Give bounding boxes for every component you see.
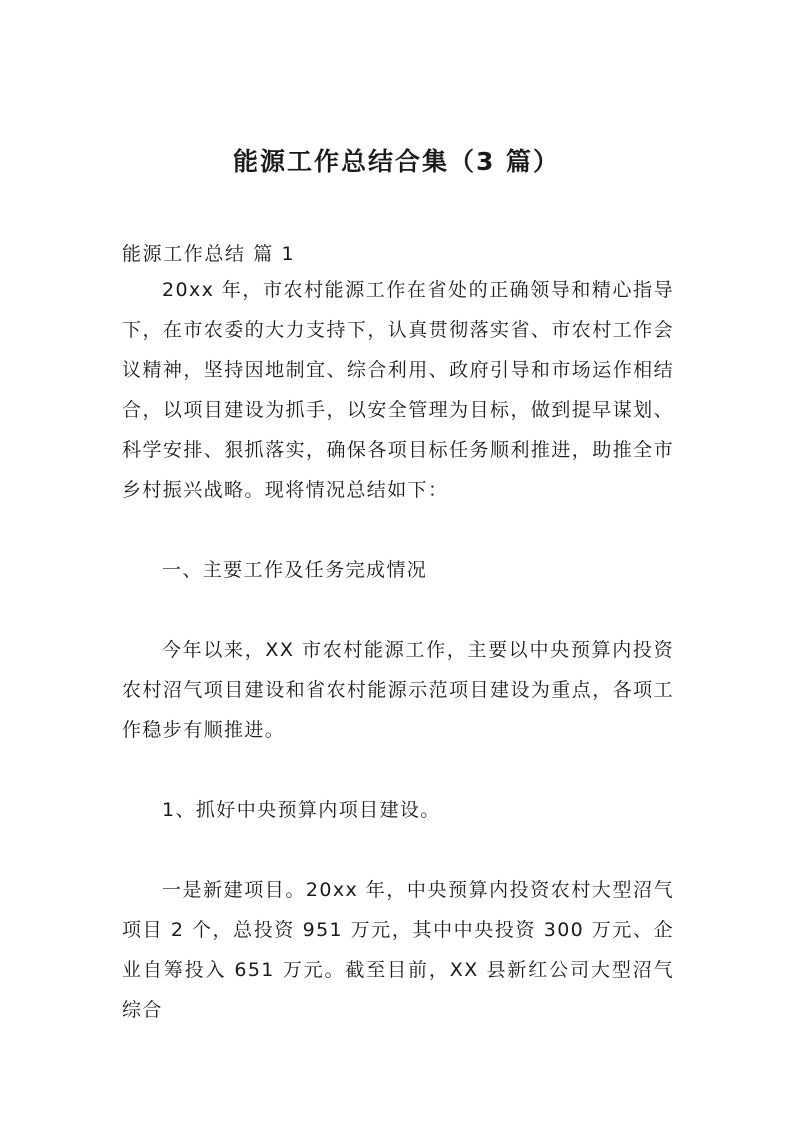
document-title: 能源工作总结合集（3 篇） (232, 146, 561, 176)
intro-paragraph: 20xx 年，市农村能源工作在省处的正确领导和精心指导下，在市农委的大力支持下，认真贯彻落实省、市农村工作会议精神，坚持因地制宜、综合利用、政府引导和市场运作相结合，以项目建设为抓手，以安全管理为目标，做到提早谋划、科学安排、狠抓落实，确保各项目标任务顺利推进，助推全市乡村振兴战略。现将情况总结如下： (122, 279, 674, 501)
section-paragraph: 今年以来，XX 市农村能源工作，主要以中央预算内投资农村沼气项目建设和省农村能源示范项目建设为重点，各项工作稳步有顺推进。 (122, 639, 674, 741)
document-body (122, 238, 674, 1030)
subsection-heading: 1、抓好中央预算内项目建设。 (162, 799, 441, 821)
article-subtitle: 能源工作总结 篇 1 (122, 243, 296, 265)
section-heading: 一、主要工作及任务完成情况 (162, 559, 428, 581)
subsection-paragraph: 一是新建项目。20xx 年，中央预算内投资农村大型沼气项目 2 个，总投资 951 万元，其中中央投资 300 万元、企业自筹投入 651 万元。截至目前，XX 县新红公司大型沼气综合 (122, 879, 674, 1021)
